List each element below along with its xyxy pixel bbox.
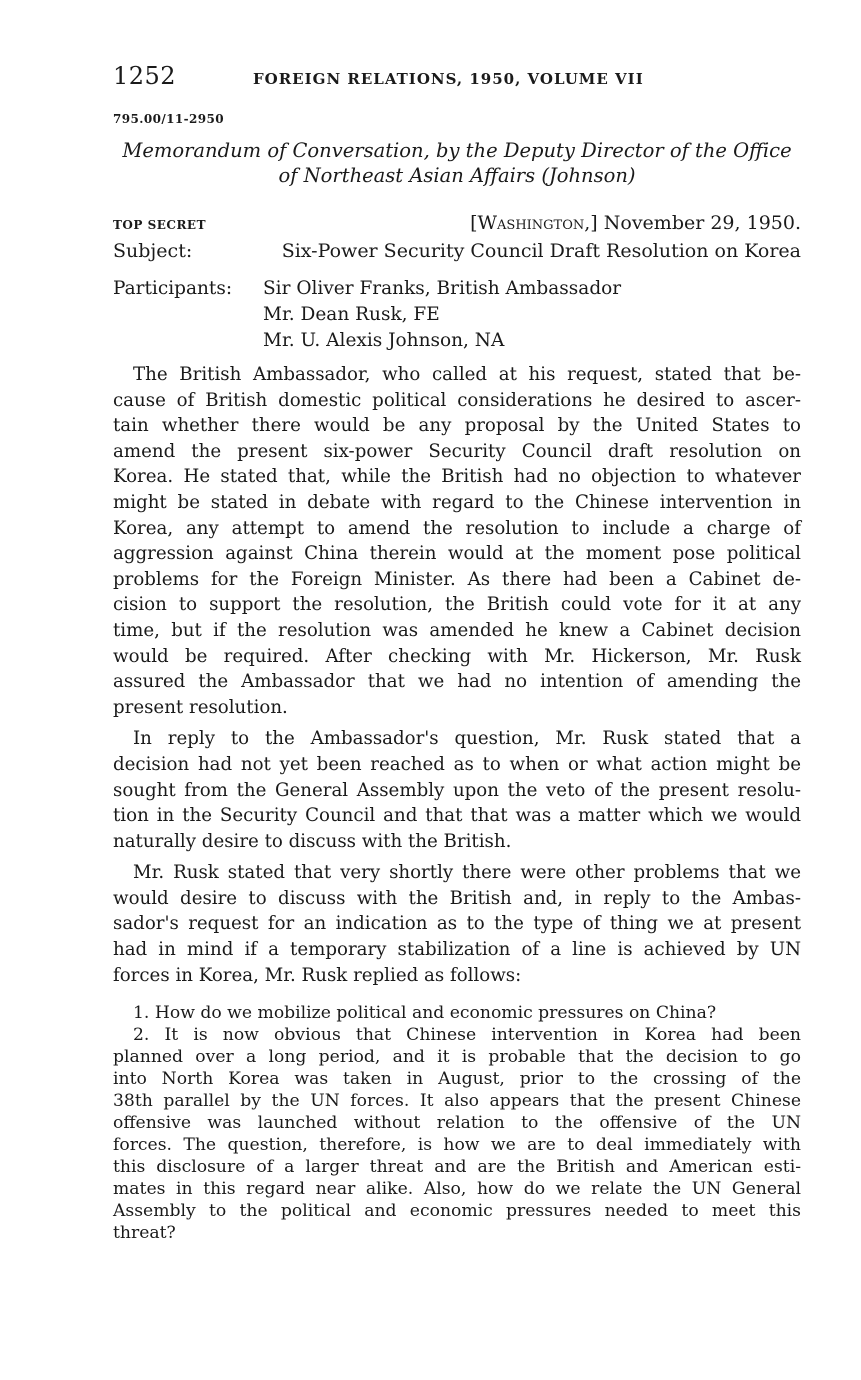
paragraph-line: present resolution. bbox=[113, 696, 288, 718]
body-paragraph bbox=[113, 362, 801, 720]
paragraph-line: problems for the Foreign Minister. As there had been a Cabinet de- bbox=[113, 568, 801, 590]
paragraph-line: would be required. After checking with Mr. Hickerson, Mr. Rusk bbox=[113, 645, 801, 667]
paragraph-line: In reply to the Ambassador's question, Mr. Rusk stated that a bbox=[133, 728, 801, 750]
participants-label: Participants: bbox=[113, 278, 233, 299]
dateline-date: ,] November 29, 1950. bbox=[584, 212, 801, 234]
participant-name: Sir Oliver Franks, British Ambassador bbox=[263, 278, 622, 299]
body-paragraph bbox=[113, 860, 801, 988]
participant-name: Mr. U. Alexis Johnson, NA bbox=[263, 330, 505, 351]
paragraph-line: tion in the Security Council and that that was a matter which we would bbox=[113, 805, 801, 827]
paragraph-line: forces in Korea, Mr. Rusk replied as follows: bbox=[113, 964, 522, 986]
subject-text: Six-Power Security Council Draft Resolution on Korea bbox=[281, 240, 801, 262]
subject-line bbox=[113, 238, 801, 264]
paragraph-line: cause of British domestic political considerations he desired to ascer- bbox=[113, 389, 801, 411]
dateline bbox=[113, 212, 801, 234]
paragraph-line: sador's request for an indication as to the type of thing we at present bbox=[113, 913, 801, 935]
paragraph-line: decision had not yet been reached as to when or what action might be bbox=[113, 753, 801, 775]
paragraph-line: assured the Ambassador that we had no intention of amending the bbox=[113, 671, 801, 693]
running-head bbox=[113, 62, 801, 102]
paragraph-line: Korea. He stated that, while the British had no objection to whatever bbox=[113, 466, 801, 488]
paragraph-line: would desire to discuss with the British and, in reply to the Ambas- bbox=[113, 887, 801, 909]
participants-block bbox=[113, 276, 801, 354]
numbered-item-line: Assembly to the political and economic pressures needed to meet this bbox=[113, 1201, 801, 1222]
numbered-item-line: threat? bbox=[113, 1223, 176, 1244]
numbered-item-line: this disclosure of a larger threat and are the British and American esti- bbox=[113, 1157, 801, 1178]
page-number: 1252 bbox=[113, 62, 177, 90]
paragraph-line: tain whether there would be any proposal by the United States to bbox=[113, 415, 801, 437]
paragraph-line: Korea, any attempt to amend the resolution to include a charge of bbox=[113, 517, 801, 539]
document-title bbox=[113, 138, 801, 188]
document-title-line-2: of Northeast Asian Affairs (Johnson) bbox=[278, 164, 636, 187]
numbered-item bbox=[113, 1002, 801, 1024]
document-title-line-1: Memorandum of Conversation, by the Deputy Director of the Office bbox=[122, 139, 792, 162]
classification-label: TOP SECRET bbox=[113, 218, 206, 232]
numbered-item-line: mates in this regard near alike. Also, how do we relate the UN General bbox=[113, 1179, 801, 1200]
paragraph-line: Mr. Rusk stated that very shortly there were other problems that we bbox=[133, 862, 801, 884]
numbered-list bbox=[113, 1002, 801, 1244]
numbered-item-line: 38th parallel by the UN forces. It also appears that the present Chinese bbox=[113, 1091, 801, 1112]
dateline-location: Washington bbox=[477, 212, 585, 234]
memorandum-body bbox=[113, 362, 801, 988]
participants-list bbox=[263, 276, 621, 354]
paragraph-line: might be stated in debate with regard to the Chinese intervention in bbox=[113, 491, 801, 513]
participant-name: Mr. Dean Rusk, FE bbox=[263, 304, 440, 325]
paragraph-line: had in mind if a temporary stabilization of a line is achieved by UN bbox=[113, 939, 801, 961]
date-location bbox=[470, 212, 801, 234]
numbered-item-line: offensive was launched without relation to the offensive of the UN bbox=[113, 1113, 801, 1134]
running-title: FOREIGN RELATIONS, 1950, VOLUME VII bbox=[253, 70, 644, 88]
dateline-open: [ bbox=[470, 212, 478, 234]
paragraph-line: The British Ambassador, who called at his request, stated that be- bbox=[133, 364, 801, 385]
numbered-item-line: planned over a long period, and it is probable that the decision to go bbox=[113, 1047, 801, 1068]
numbered-item-line: 1. How do we mobilize political and economic pressures on China? bbox=[133, 1003, 717, 1024]
numbered-item bbox=[113, 1024, 801, 1244]
paragraph-line: naturally desire to discuss with the British. bbox=[113, 830, 512, 852]
paragraph-line: aggression against China therein would at the moment pose political bbox=[113, 543, 801, 565]
file-number: 795.00/11-2950 bbox=[113, 112, 224, 126]
paragraph-line: sought from the General Assembly upon the veto of the present resolu- bbox=[113, 779, 801, 801]
body-paragraph bbox=[113, 726, 801, 854]
paragraph-line: time, but if the resolution was amended he knew a Cabinet decision bbox=[113, 619, 801, 641]
subject-label: Subject: bbox=[113, 240, 193, 262]
numbered-item-line: forces. The question, therefore, is how we are to deal immediately with bbox=[113, 1135, 801, 1156]
numbered-item-line: into North Korea was taken in August, prior to the crossing of the bbox=[113, 1069, 801, 1090]
paragraph-line: amend the present six-power Security Council draft resolution on bbox=[113, 440, 801, 462]
numbered-item-line: 2. It is now obvious that Chinese intervention in Korea had been bbox=[133, 1025, 801, 1046]
paragraph-line: cision to support the resolution, the British could vote for it at any bbox=[113, 594, 801, 616]
